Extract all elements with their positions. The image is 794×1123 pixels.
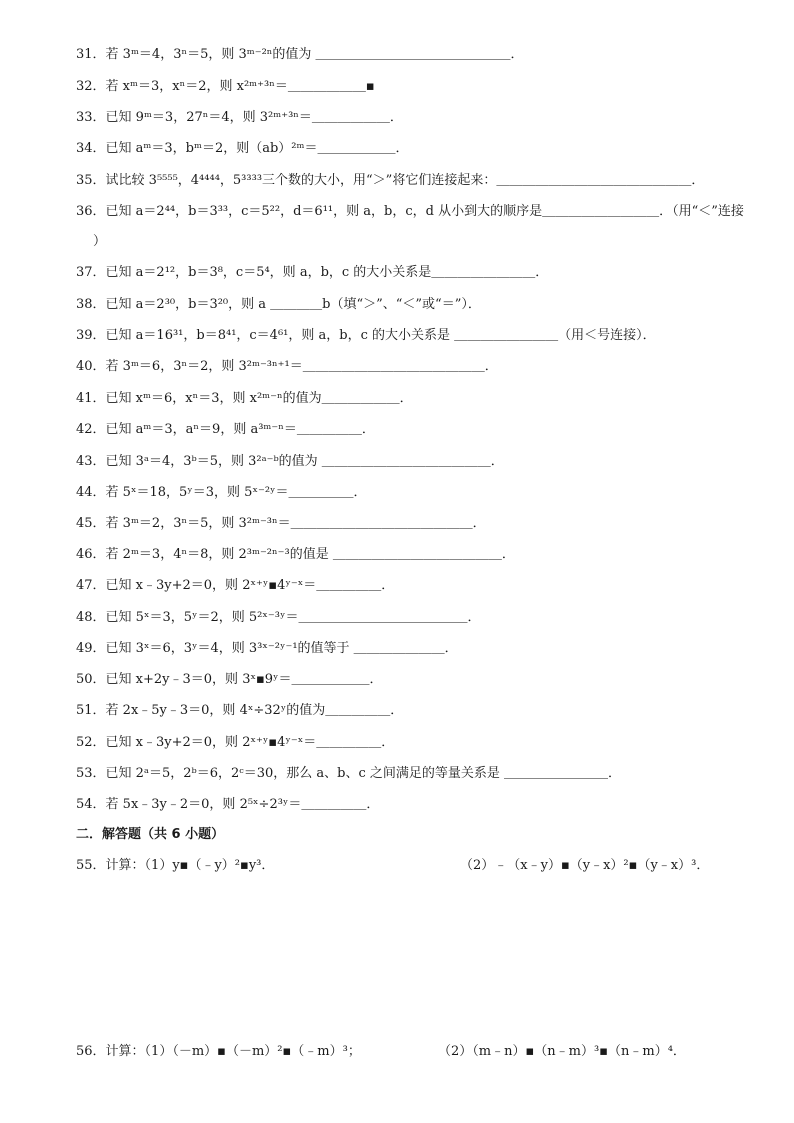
question-32: 32．若 xᵐ＝3，xⁿ＝2，则 x²ᵐ⁺³ⁿ＝＿＿＿＿＿＿▪ (76, 79, 375, 94)
question-31: 31．若 3ᵐ＝4，3ⁿ＝5，则 3ᵐ⁻²ⁿ的值为 ＿＿＿＿＿＿＿＿＿＿＿＿＿＿＿． (76, 47, 524, 62)
question-51: 51．若 2x﹣5y﹣3＝0，则 4ˣ÷32ʸ的值为＿＿＿＿＿． (76, 703, 404, 718)
question-38: 38．已知 a＝2³⁰，b＝3²⁰，则 a ＿＿＿＿b（填“＞”、“＜”或“＝”）． (76, 297, 481, 312)
question-34: 34．已知 aᵐ＝3，bᵐ＝2，则（ab）²ᵐ＝＿＿＿＿＿＿． (76, 141, 409, 156)
section-heading: 二．解答题（共 6 小题） (76, 827, 225, 842)
question-55-part2: （2）﹣（x﹣y）▪（y﹣x）²▪（y﹣x）³． (460, 858, 710, 873)
question-52: 52．已知 x﹣3y+2＝0，则 2ˣ⁺ʸ▪4ʸ⁻ˣ＝＿＿＿＿＿． (76, 735, 395, 750)
question-33: 33．已知 9ᵐ＝3，27ⁿ＝4，则 3²ᵐ⁺³ⁿ＝＿＿＿＿＿＿． (76, 110, 403, 125)
question-53: 53．已知 2ᵃ＝5，2ᵇ＝6，2ᶜ＝30，那么 a、b、c 之间满足的等量关系是 ＿＿＿＿＿＿＿＿． (76, 766, 622, 781)
question-40: 40．若 3ᵐ＝6，3ⁿ＝2，则 3²ᵐ⁻³ⁿ⁺¹＝＿＿＿＿＿＿＿＿＿＿＿＿＿＿． (76, 359, 498, 374)
question-47: 47．已知 x﹣3y+2＝0，则 2ˣ⁺ʸ▪4ʸ⁻ˣ＝＿＿＿＿＿． (76, 578, 395, 593)
question-56-part2: （2）（m﹣n）▪（n﹣m）³▪（n﹣m）⁴． (438, 1044, 686, 1059)
question-46: 46．若 2ᵐ＝3，4ⁿ＝8，则 2³ᵐ⁻²ⁿ⁻³的值是 ＿＿＿＿＿＿＿＿＿＿＿＿＿． (76, 547, 515, 562)
question-44: 44．若 5ˣ＝18，5ʸ＝3，则 5ˣ⁻²ʸ＝＿＿＿＿＿． (76, 485, 367, 500)
question-36: 36．已知 a＝2⁴⁴，b＝3³³，c＝5²²，d＝6¹¹，则 a，b，c，d 从小到大的顺序是＿＿＿＿＿＿＿＿＿．（用“＜”连接 (76, 204, 744, 219)
question-54: 54．若 5x﹣3y﹣2＝0，则 2⁵ˣ÷2³ʸ＝＿＿＿＿＿． (76, 797, 380, 812)
question-49: 49．已知 3ˣ＝6，3ʸ＝4，则 3³ˣ⁻²ʸ⁻¹的值等于 ＿＿＿＿＿＿＿． (76, 641, 458, 656)
question-56-part1: 56．计算：（1）（－m）▪（－m）²▪（﹣m）³； (76, 1044, 361, 1059)
question-48: 48．已知 5ˣ＝3，5ʸ＝2，则 5²ˣ⁻³ʸ＝＿＿＿＿＿＿＿＿＿＿＿＿＿． (76, 610, 481, 625)
question-50: 50．已知 x+2y﹣3＝0，则 3ˣ▪9ʸ＝＿＿＿＿＿＿． (76, 672, 383, 687)
question-42: 42．已知 aᵐ＝3，aⁿ＝9，则 a³ᵐ⁻ⁿ＝＿＿＿＿＿． (76, 422, 375, 437)
question-36-continuation: ） (93, 234, 107, 249)
question-41: 41．已知 xᵐ＝6，xⁿ＝3，则 x²ᵐ⁻ⁿ的值为＿＿＿＿＿＿． (76, 391, 413, 406)
question-55-part1: 55．计算：（1）y▪（﹣y）²▪y³． (76, 858, 275, 873)
question-35: 35．试比较 3⁵⁵⁵⁵，4⁴⁴⁴⁴，5³³³³三个数的大小，用“＞”将它们连接起来：＿＿＿＿＿＿＿＿＿＿＿＿＿＿＿． (76, 173, 705, 188)
question-45: 45．若 3ᵐ＝2，3ⁿ＝5，则 3²ᵐ⁻³ⁿ＝＿＿＿＿＿＿＿＿＿＿＿＿＿＿． (76, 516, 486, 531)
question-39: 39．已知 a＝16³¹，b＝8⁴¹，c＝4⁶¹，则 a，b，c 的大小关系是 ＿＿＿＿＿＿＿＿（用＜号连接）． (76, 328, 656, 343)
question-37: 37．已知 a＝2¹²，b＝3⁸，c＝5⁴，则 a，b，c 的大小关系是＿＿＿＿＿＿＿＿． (76, 265, 549, 280)
question-43: 43．已知 3ᵃ＝4，3ᵇ＝5，则 3²ᵃ⁻ᵇ的值为 ＿＿＿＿＿＿＿＿＿＿＿＿＿． (76, 454, 504, 469)
